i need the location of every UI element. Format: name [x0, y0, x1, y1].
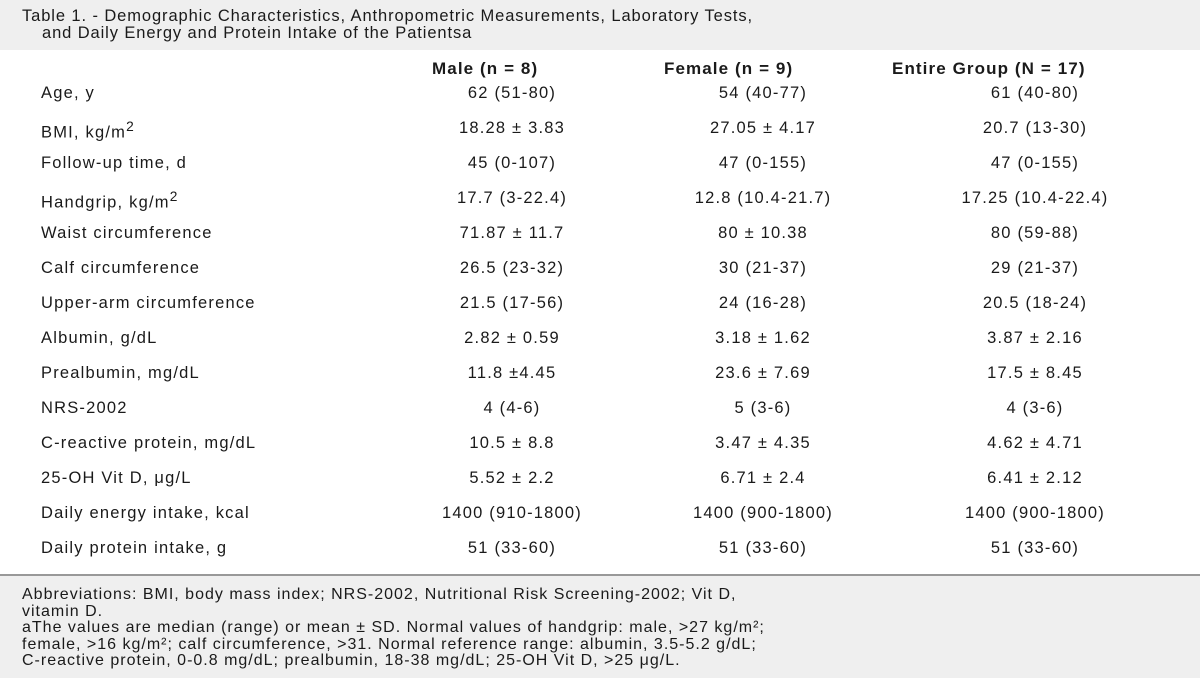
caption-line-1: Table 1. - Demographic Characteristics, Anthropometric Measurements, Laboratory Tests, [22, 7, 753, 25]
caption-line-2: and Daily Energy and Protein Intake of the Patientsa [42, 24, 473, 42]
entire-group-value: 80 (59-88) [990, 224, 1080, 242]
table-row [0, 504, 1200, 539]
entire-group-value: 4 (3-6) [1006, 399, 1064, 417]
female-value: 54 (40-77) [718, 84, 808, 102]
row-label: Upper-arm circumference [41, 294, 256, 312]
entire-group-value: 1400 (900-1800) [964, 504, 1106, 522]
table-row [0, 189, 1200, 224]
female-value: 6.71 ± 2.4 [720, 469, 806, 487]
female-value: 47 (0-155) [718, 154, 808, 172]
column-header-entire-group: Entire Group (N = 17) [892, 59, 1086, 78]
male-value: 71.87 ± 11.7 [459, 224, 565, 242]
entire-group-value: 20.7 (13-30) [982, 119, 1088, 137]
table-header [0, 59, 1200, 81]
row-label: Calf circumference [41, 259, 201, 277]
column-header-male: Male (n = 8) [432, 59, 539, 78]
entire-group-value: 17.25 (10.4-22.4) [961, 189, 1109, 207]
table-row [0, 434, 1200, 469]
footnote-line: Abbreviations: BMI, body mass index; NRS-2002, Nutritional Risk Screening-2002; Vit D, [22, 586, 737, 603]
female-value: 12.8 (10.4-21.7) [694, 189, 832, 207]
entire-group-value: 47 (0-155) [990, 154, 1080, 172]
entire-group-value: 20.5 (18-24) [982, 294, 1088, 312]
row-label: NRS-2002 [41, 399, 128, 417]
row-label: Age, y [41, 84, 95, 102]
row-label: Handgrip, $kg/m^2$ [41, 189, 179, 212]
entire-group-value: 6.41 ± 2.12 [987, 469, 1083, 487]
row-label: Follow-up time, d [41, 154, 188, 172]
footnote-line: female, >16 kg/m²; calf circumference, >31. Normal reference range: albumin, 3.5-5.2 g/dL; [22, 635, 757, 653]
female-value: 23.6 ± 7.69 [715, 364, 811, 382]
table-row [0, 539, 1200, 574]
table-row [0, 399, 1200, 434]
row-label: Prealbumin, mg/dL [41, 364, 200, 382]
male-value: 5.52 ± 2.2 [469, 469, 555, 487]
female-value: 80 ± 10.38 [718, 224, 808, 242]
table-row [0, 364, 1200, 399]
male-value: 18.28 ± 3.83 [458, 119, 566, 137]
row-label: Daily protein intake, g [41, 539, 228, 557]
table-row [0, 329, 1200, 364]
table-footnotes [0, 576, 1200, 678]
row-label: Daily energy intake, kcal [41, 504, 250, 522]
male-value: 1400 (910-1800) [441, 504, 583, 522]
table-row [0, 154, 1200, 189]
table-body [0, 84, 1200, 574]
male-value: 51 (33-60) [467, 539, 557, 557]
female-value: 3.18 ± 1.62 [715, 329, 811, 347]
entire-group-value: 29 (21-37) [990, 259, 1080, 277]
female-value: 51 (33-60) [718, 539, 808, 557]
table-row [0, 259, 1200, 294]
male-value: 10.5 ± 8.8 [469, 434, 555, 452]
male-value: 2.82 ± 0.59 [464, 329, 560, 347]
table-row [0, 84, 1200, 119]
entire-group-value: 17.5 ± 8.45 [987, 364, 1083, 382]
female-value: 24 (16-28) [718, 294, 808, 312]
male-value: 21.5 (17-56) [459, 294, 565, 312]
row-label: BMI, $kg/m^2$ [41, 119, 135, 142]
row-label: C-reactive protein, mg/dL [41, 434, 257, 452]
male-value: 26.5 (23-32) [459, 259, 565, 277]
female-value: 3.47 ± 4.35 [715, 434, 811, 452]
entire-group-value: 4.62 ± 4.71 [987, 434, 1083, 452]
row-label: Albumin, g/dL [41, 329, 158, 347]
row-label: 25-OH Vit D, μg/L [41, 469, 192, 487]
footnote-line: aThe values are median (range) or mean ± SD. Normal values of handgrip: male, >27 kg/m²; [22, 619, 765, 636]
column-header-female: Female (n = 9) [664, 59, 794, 78]
table-row [0, 294, 1200, 329]
male-value: 4 (4-6) [483, 399, 541, 417]
entire-group-value: 61 (40-80) [990, 84, 1080, 102]
female-value: 5 (3-6) [734, 399, 792, 417]
female-value: 27.05 ± 4.17 [709, 119, 817, 137]
entire-group-value: 3.87 ± 2.16 [987, 329, 1083, 347]
male-value: 17.7 (3-22.4) [456, 189, 568, 207]
entire-group-value: 51 (33-60) [990, 539, 1080, 557]
male-value: 11.8 ±4.45 [467, 364, 557, 382]
label-superscript: 2 [126, 119, 135, 134]
female-value: 1400 (900-1800) [692, 504, 834, 522]
female-value: 30 (21-37) [718, 259, 808, 277]
male-value: 45 (0-107) [467, 154, 557, 172]
row-label: Waist circumference [41, 224, 213, 242]
table-row [0, 224, 1200, 259]
footnote-line: C-reactive protein, 0-0.8 mg/dL; prealbumin, 18-38 mg/dL; 25-OH Vit D, >25 μg/L. [22, 652, 681, 669]
table-caption [0, 0, 1200, 50]
male-value: 62 (51-80) [467, 84, 557, 102]
label-superscript: 2 [169, 189, 179, 204]
table-row [0, 469, 1200, 504]
table-row [0, 119, 1200, 154]
footnote-line: vitamin D. [22, 602, 104, 620]
